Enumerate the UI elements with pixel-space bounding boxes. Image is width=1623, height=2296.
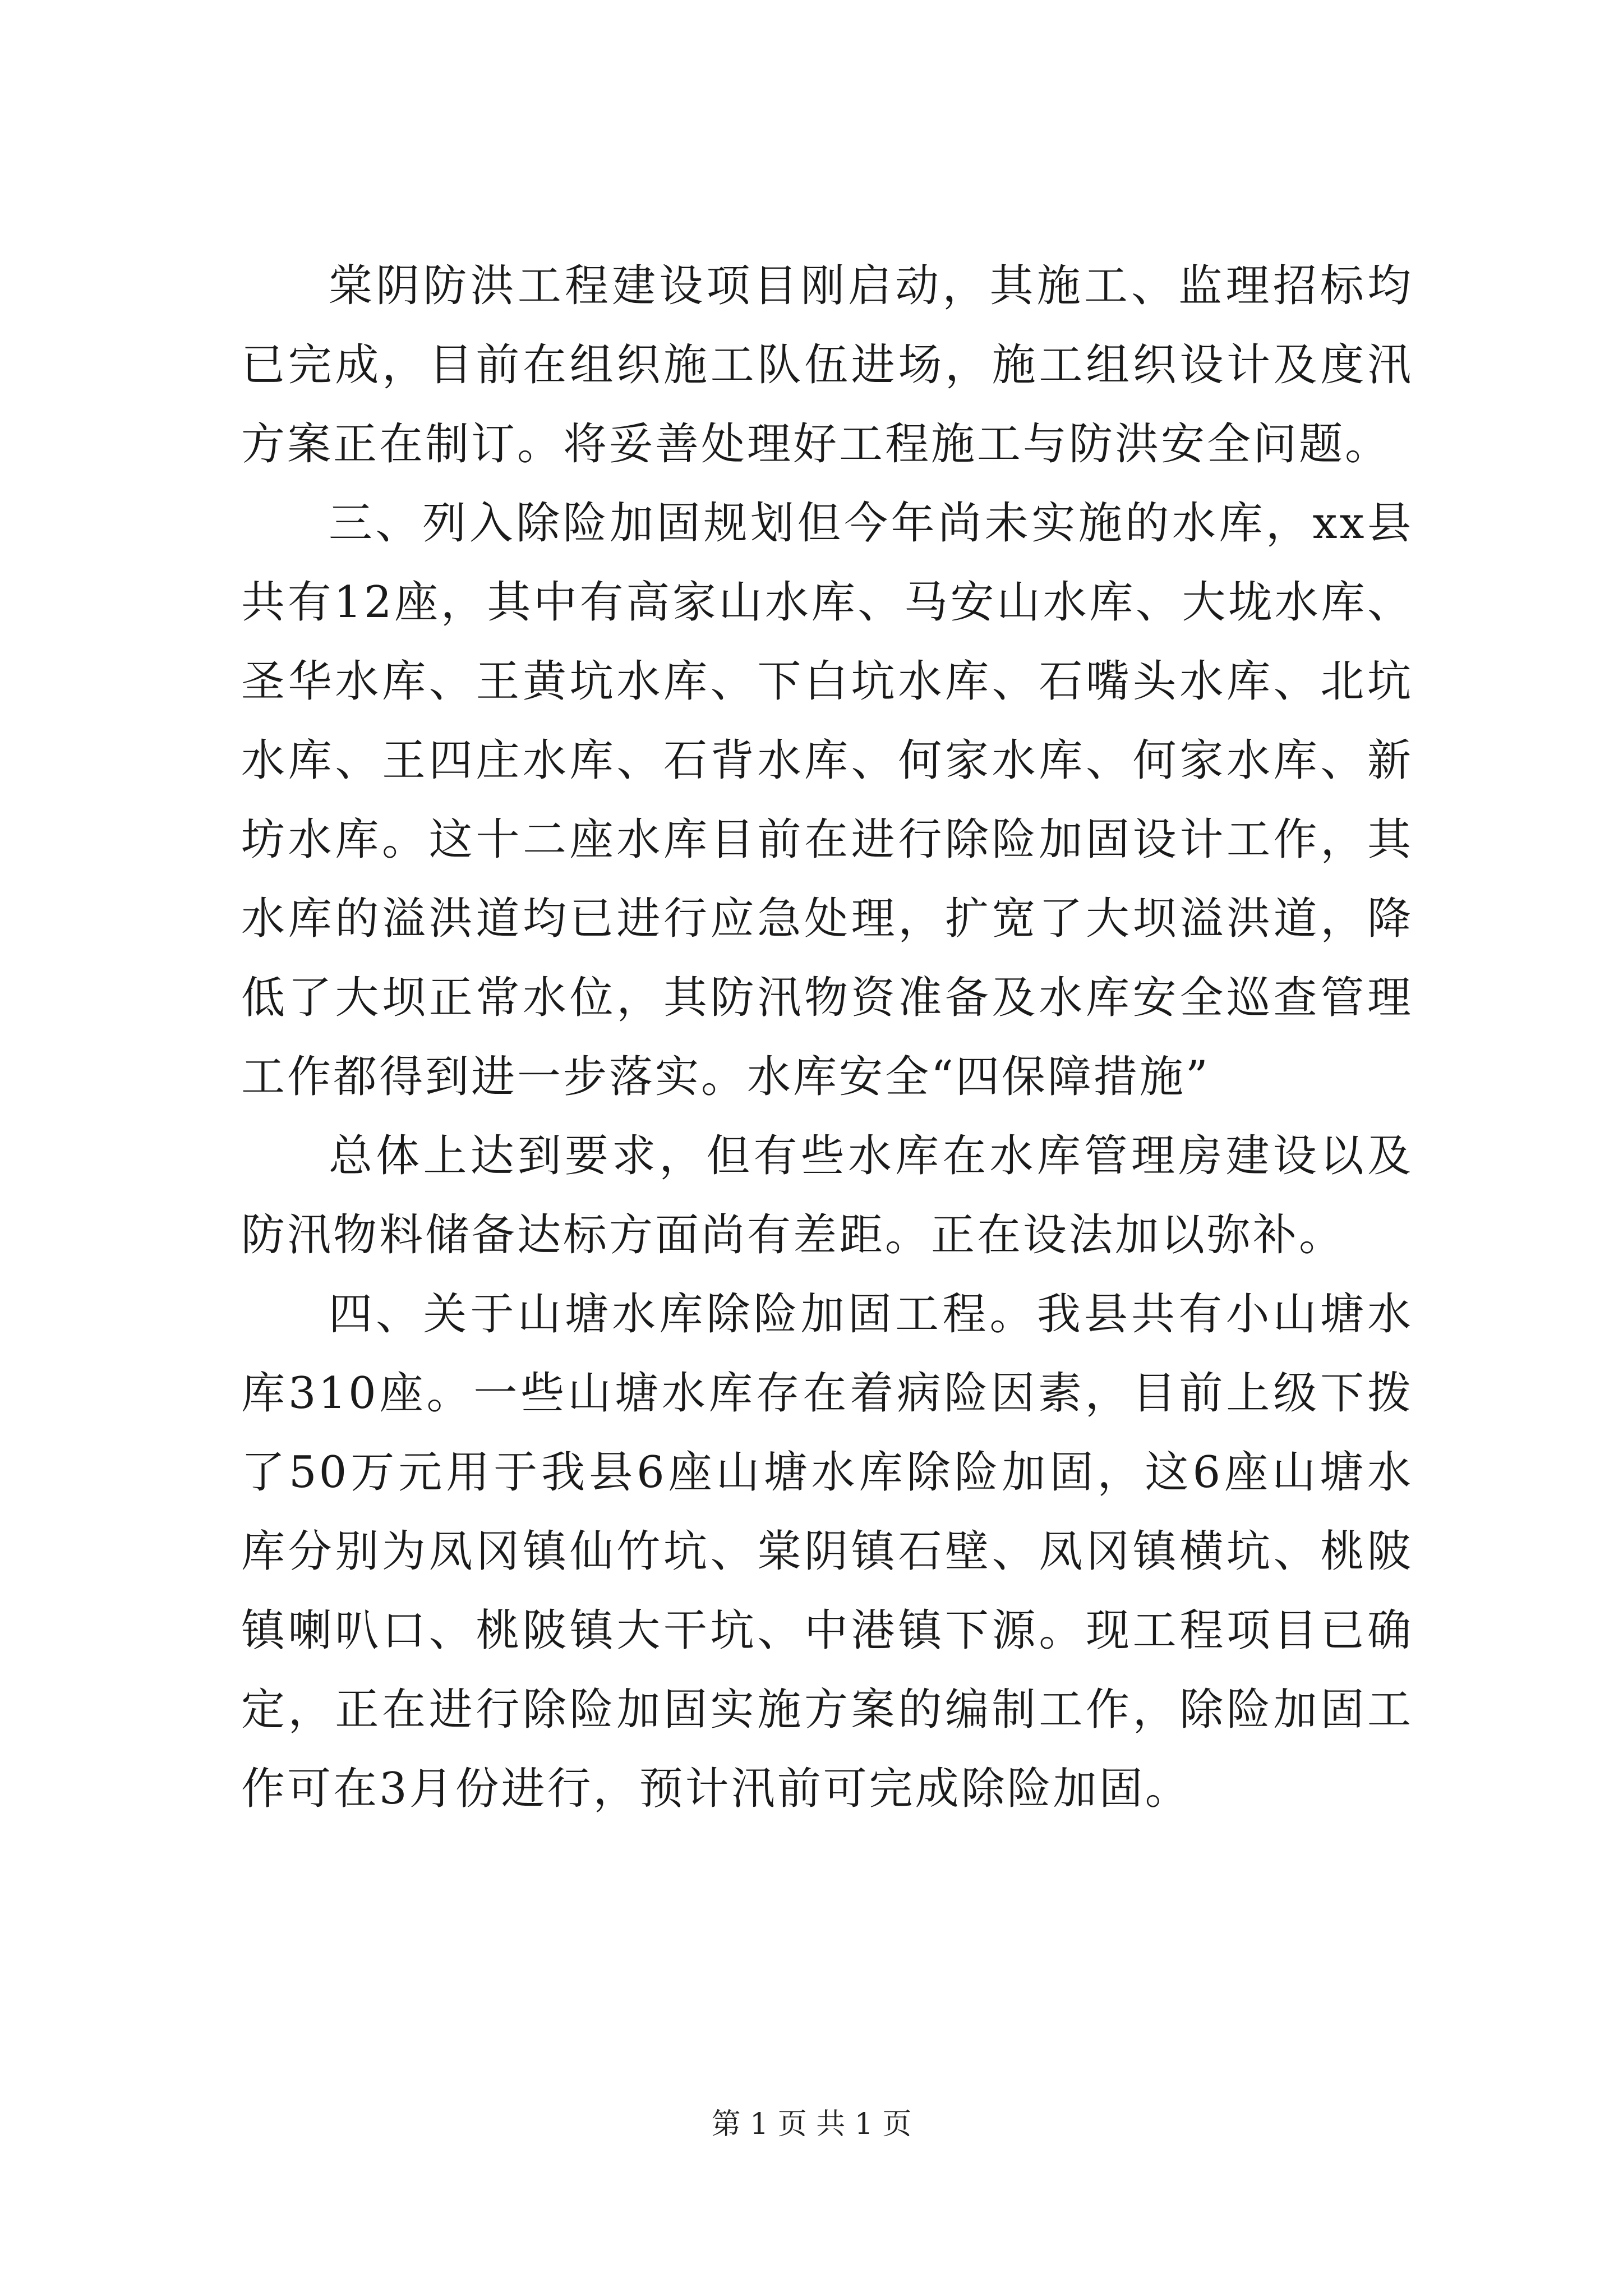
paragraph-section-four: 四、关于山塘水库除险加固工程。我县共有小山塘水库310座。一些山塘水库存在着病险因素，目前上级下拨了50万元用于我县6座山塘水库除险加固，这6座山塘水库分别为凤冈镇仙竹坑、棠阴镇石壁、凤冈镇横坑、桃陂镇喇叭口、桃陂镇大干坑、中港镇下源。现工程项目已确定，正在进行除险加固实施方案的编制工作，除险加固工作可在3月份进行，预计汛前可完成除险加固。 <box>241 1289 1413 1814</box>
paragraph-requirements: 总体上达到要求，但有些水库在水库管理房建设以及防汛物料储备达标方面尚有差距。正在设法加以弥补。 <box>241 1131 1413 1260</box>
document-body <box>241 247 1413 1829</box>
page-number-footer: 第 1 页 共 1 页 <box>711 2108 912 2141</box>
paragraph-section-three: 三、列入除险加固规划但今年尚未实施的水库，xx县共有12座，其中有高家山水库、马安山水库、大垅水库、圣华水库、王黄坑水库、下白坑水库、石嘴头水库、北坑水库、王四庄水库、石背水库、何家水库、何家水库、新坊水库。这十二座水库目前在进行除险加固设计工作，其水库的溢洪道均已进行应急处理，扩宽了大坝溢洪道，降低了大坝正常水位，其防汛物资准备及水库安全巡查管理工作都得到进一步落实。水库安全“四保障措施” <box>241 498 1413 1102</box>
paragraph-project-status: 棠阴防洪工程建设项目刚启动，其施工、监理招标均已完成，目前在组织施工队伍进场，施工组织设计及度汛方案正在制订。将妥善处理好工程施工与防洪安全问题。 <box>241 261 1413 470</box>
